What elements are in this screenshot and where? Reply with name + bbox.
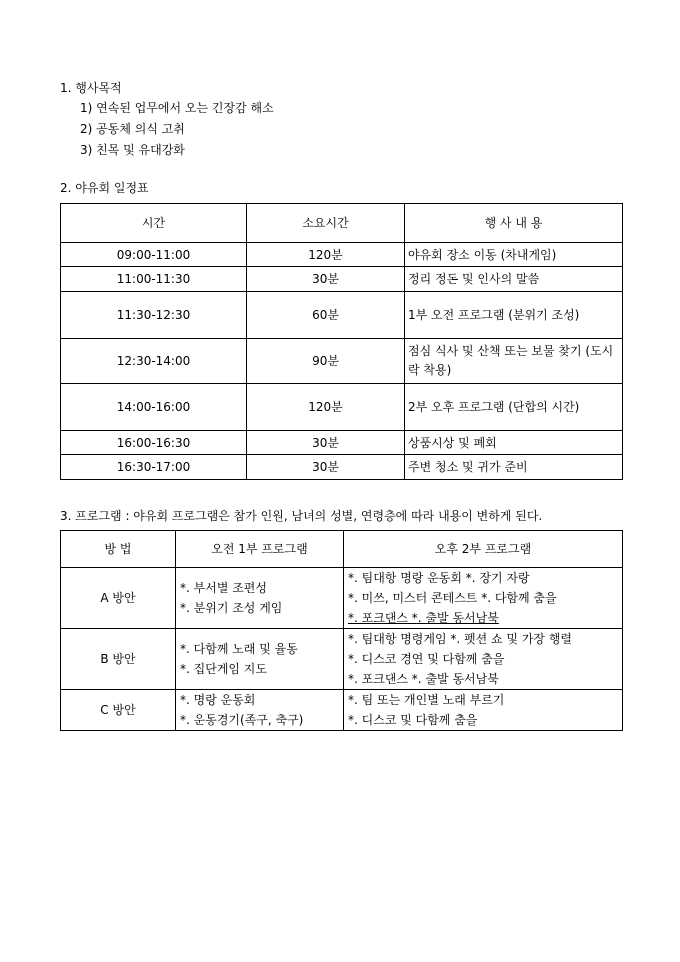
header-afternoon: 오후 2부 프로그램 [344, 531, 623, 568]
afternoon-cell [344, 629, 623, 690]
section3-heading: 3. 프로그램 : 야유회 프로그램은 참가 인원, 남녀의 성별, 연령층에 따라 내용이 변하게 된다. [60, 509, 543, 523]
header-content: 행 사 내 용 [405, 204, 623, 243]
list-item: *. 포크댄스 *. 출발 동서남북 [348, 611, 499, 625]
content-cell: 정리 정돈 및 인사의 말씀 [405, 267, 623, 292]
time-cell: 12:30-14:00 [61, 339, 247, 384]
time-cell: 16:30-17:00 [61, 455, 247, 480]
list-item: *. 팀대항 명랑 운동회 *. 장기 자랑 [348, 571, 530, 585]
header-morning: 오전 1부 프로그램 [176, 531, 344, 568]
morning-cell [176, 690, 344, 731]
duration-cell: 30분 [247, 267, 405, 292]
header-duration: 소요시간 [247, 204, 405, 243]
table-row [61, 455, 623, 480]
list-item: *. 포크댄스 *. 출발 동서남북 [348, 672, 499, 686]
list-item: *. 미쓰, 미스터 콘테스트 *. 다함께 춤을 [348, 591, 557, 605]
content-cell: 주변 청소 및 귀가 준비 [405, 455, 623, 480]
time-cell: 16:00-16:30 [61, 431, 247, 455]
duration-cell: 90분 [247, 339, 405, 384]
purpose-item: 3) 친목 및 유대강화 [80, 143, 185, 157]
method-cell: B 방안 [61, 629, 176, 690]
morning-cell [176, 629, 344, 690]
content-cell: 상품시상 및 폐회 [405, 431, 623, 455]
table-row [61, 568, 623, 629]
section1-heading: 1. 행사목적 [60, 81, 122, 95]
table-header-row [61, 204, 623, 243]
afternoon-cell [344, 690, 623, 731]
table-header-row [61, 531, 623, 568]
header-method: 방 법 [61, 531, 176, 568]
list-item: *. 집단게임 지도 [180, 662, 267, 676]
duration-cell: 120분 [247, 384, 405, 431]
list-item: *. 팀대항 명령게임 *. 펫션 쇼 및 가장 행렬 [348, 632, 573, 646]
method-cell: C 방안 [61, 690, 176, 731]
content-cell: 야유회 장소 이동 (차내게임) [405, 243, 623, 267]
duration-cell: 60분 [247, 292, 405, 339]
content-cell: 1부 오전 프로그램 (분위기 조성) [405, 292, 623, 339]
afternoon-cell [344, 568, 623, 629]
method-cell: A 방안 [61, 568, 176, 629]
duration-cell: 30분 [247, 455, 405, 480]
table-row [61, 629, 623, 690]
schedule-table [60, 203, 623, 480]
table-row [61, 431, 623, 455]
morning-cell [176, 568, 344, 629]
time-cell: 11:30-12:30 [61, 292, 247, 339]
list-item: *. 운동경기(족구, 축구) [180, 713, 304, 727]
list-item: *. 다함께 노래 및 율동 [180, 642, 298, 656]
content-cell: 2부 오후 프로그램 (단합의 시간) [405, 384, 623, 431]
list-item: *. 팀 또는 개인별 노래 부르기 [348, 693, 505, 707]
table-row [61, 243, 623, 267]
list-item: *. 분위기 조성 게임 [180, 601, 283, 615]
table-row [61, 384, 623, 431]
table-row [61, 339, 623, 384]
content-cell: 점심 식사 및 산책 또는 보물 찾기 (도시락 착용) [405, 339, 623, 384]
purpose-item: 2) 공동체 의식 고취 [80, 122, 185, 136]
section2-heading: 2. 야유회 일정표 [60, 181, 149, 195]
program-table [60, 530, 623, 731]
time-cell: 11:00-11:30 [61, 267, 247, 292]
table-row [61, 267, 623, 292]
purpose-item: 1) 연속된 업무에서 오는 긴장감 해소 [80, 101, 274, 115]
table-row [61, 292, 623, 339]
time-cell: 14:00-16:00 [61, 384, 247, 431]
list-item: *. 부서별 조편성 [180, 581, 267, 595]
list-item: *. 디스코 및 다함께 춤을 [348, 713, 478, 727]
list-item: *. 명랑 운동회 [180, 693, 256, 707]
list-item: *. 디스코 경연 및 다함께 춤을 [348, 652, 505, 666]
duration-cell: 30분 [247, 431, 405, 455]
header-time: 시간 [61, 204, 247, 243]
duration-cell: 120분 [247, 243, 405, 267]
time-cell: 09:00-11:00 [61, 243, 247, 267]
table-row [61, 690, 623, 731]
